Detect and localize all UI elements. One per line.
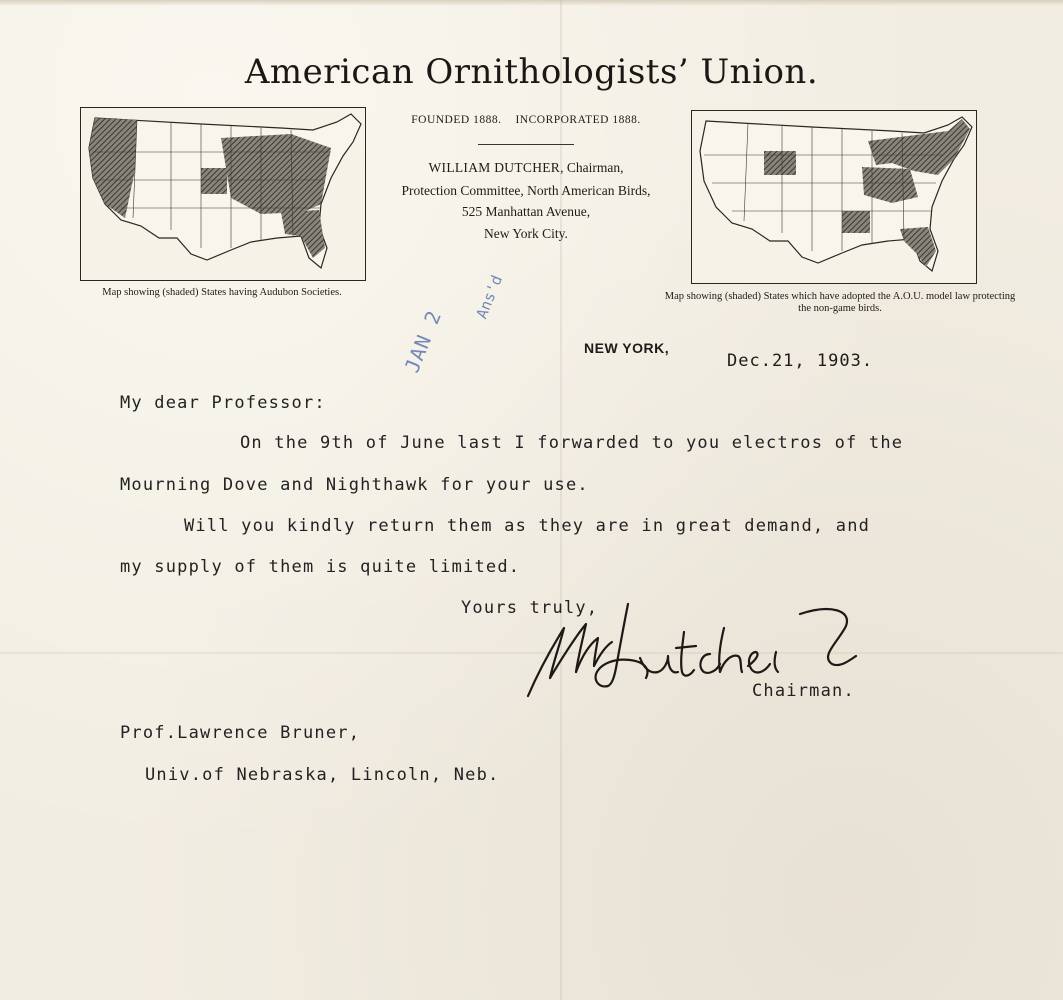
body-line: Will you kindly return them as they are in great demand, and — [184, 516, 871, 536]
audubon-societies-map — [80, 107, 366, 281]
us-map-left-illustration — [81, 108, 365, 280]
organization-title: American Ornithologists’ Union. — [244, 52, 819, 92]
incorporated-text: INCORPORATED 1888. — [515, 114, 641, 126]
addressee-name: Prof.Lawrence Bruner, — [120, 723, 361, 743]
letterhead-rule — [478, 144, 574, 145]
founded-text: FOUNDED 1888. — [411, 114, 502, 126]
letter-date: Dec.21, 1903. — [727, 351, 874, 371]
aou-model-law-map — [691, 110, 977, 284]
fold-crease-vertical — [560, 0, 562, 1000]
received-stamp-date: JAN 2 — [399, 306, 447, 377]
closing: Yours truly, — [461, 598, 599, 618]
left-map-caption: Map showing (shaded) States having Audubon Societies. — [102, 287, 342, 298]
founded-line — [378, 114, 674, 126]
paper-edge — [0, 0, 1063, 6]
chairman-role: , Chairman, — [560, 160, 624, 175]
committee-line: Protection Committee, North American Birds, — [401, 183, 651, 198]
addressee-address: Univ.of Nebraska, Lincoln, Neb. — [145, 765, 500, 785]
chairman-line — [370, 160, 682, 176]
received-stamp-note: Ans'd — [472, 272, 507, 322]
salutation: My dear Professor: — [120, 393, 326, 413]
body-line: Mourning Dove and Nighthawk for your use. — [120, 475, 589, 495]
body-line: my supply of them is quite limited. — [120, 557, 521, 577]
street-line: 525 Manhattan Avenue, — [461, 204, 591, 219]
city-line: New York City. — [484, 226, 568, 241]
place-line: NEW YORK, — [584, 340, 670, 356]
us-map-right-illustration — [692, 111, 976, 283]
right-map-caption: Map showing (shaded) States which have adopted the A.O.U. model law protecting the non-game birds. — [664, 291, 1016, 314]
chairman-name: WILLIAM DUTCHER — [428, 160, 561, 175]
signer-title: Chairman. — [752, 681, 855, 701]
body-line: On the 9th of June last I forwarded to you electros of the — [240, 433, 904, 453]
